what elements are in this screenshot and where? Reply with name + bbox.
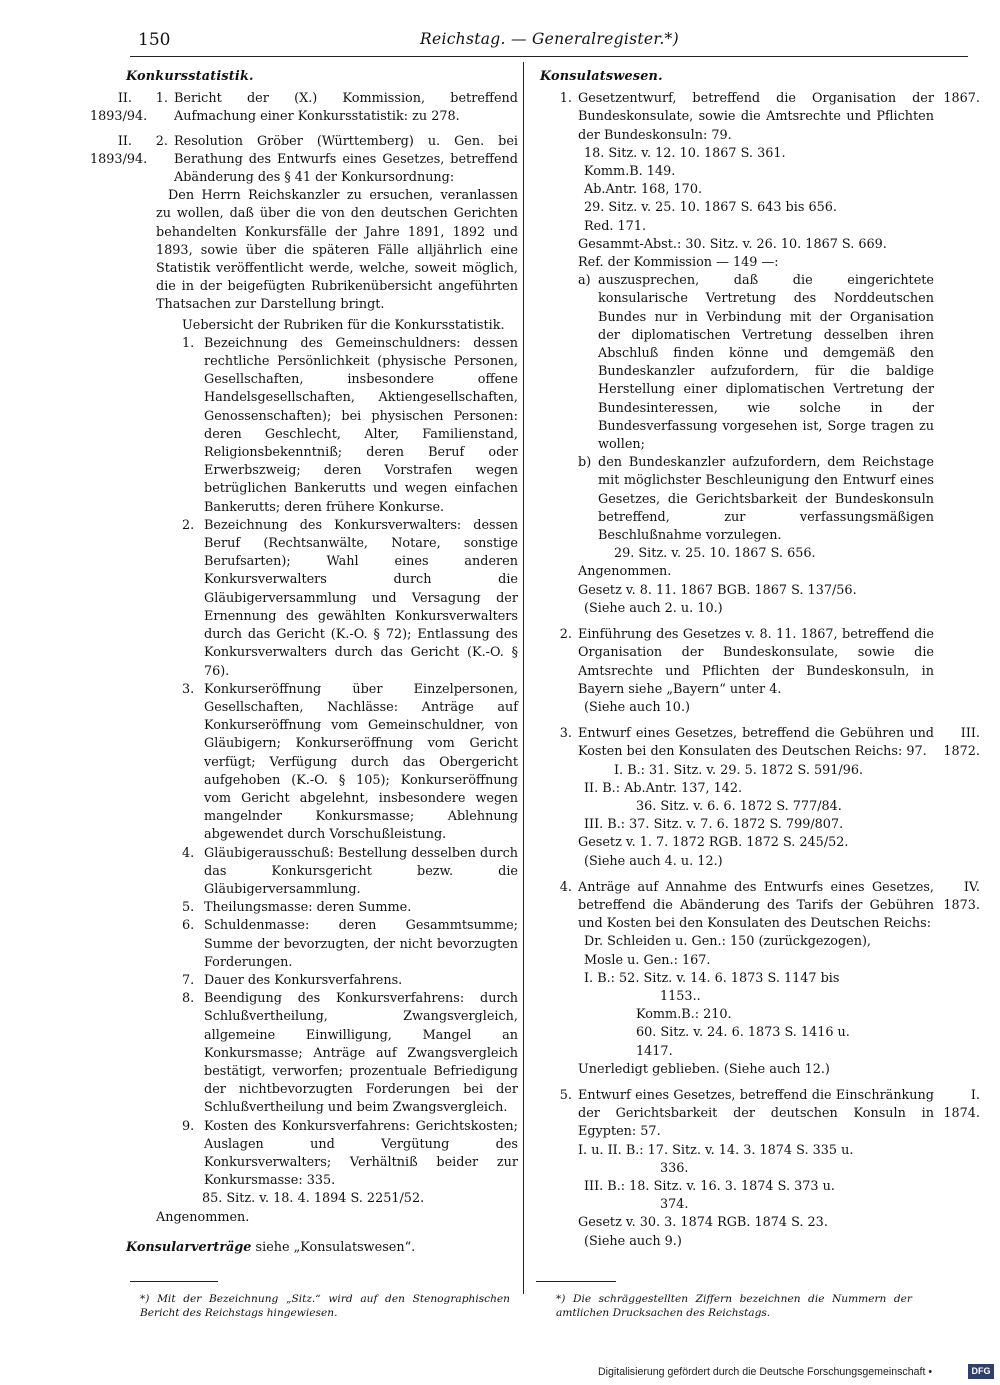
rubric-item [182, 845, 518, 900]
cross-reference-heading: Konsularverträge [126, 1239, 252, 1255]
entry-text: Gesetzentwurf, betreffend die Organisation der Bundeskonsulate, sowie die Amtsrechte und Pflichten der Bundeskonsuln: 79. [578, 91, 934, 143]
reference-line: (Siehe auch 2. u. 10.) [584, 600, 723, 616]
reference-line: III. B.: 37. Sitz. v. 7. 6. 1872 S. 799/807. [584, 817, 844, 833]
session-marker: IV. 1873. [943, 879, 980, 913]
reference-line: 1417. [636, 1043, 673, 1059]
cross-reference-text: siehe „Konsulatswesen“. [255, 1239, 416, 1255]
rubric-number: 9. [182, 1118, 195, 1134]
section-title-konsulatswesen: Konsulatswesen. [540, 69, 663, 84]
reference-line: Komm.B. 149. [584, 164, 676, 180]
entry-konkurs-2 [90, 133, 518, 188]
entry-head [540, 879, 980, 934]
konsulat-entry-3 [540, 725, 980, 871]
right-column [540, 68, 980, 1259]
rubric-number: 2. [182, 517, 195, 533]
session-marker: III. 1872. [943, 726, 980, 760]
section-title-konkursstatistik: Konkursstatistik. [126, 69, 254, 84]
reference-line: I. B.: 31. Sitz. v. 29. 5. 1872 S. 591/96. [614, 762, 864, 778]
reference-line: 1153.. [660, 988, 701, 1004]
rubric-text: Gläubigerausschuß: Bestellung desselben durch das Konkursgericht bezw. die Gläubigerversammlung. [204, 845, 518, 897]
reference-line: 18. Sitz. v. 12. 10. 1867 S. 361. [584, 145, 786, 161]
reference-line: (Siehe auch 10.) [584, 699, 690, 715]
reference-line: Dr. Schleiden u. Gen.: 150 (zurückgezogen), [584, 934, 872, 950]
sub-item-letter: a) [578, 273, 591, 289]
reference-line: III. B.: 18. Sitz. v. 16. 3. 1874 S. 373 u. [584, 1178, 835, 1194]
rubric-number: 4. [182, 845, 195, 861]
reference-line: Unerledigt geblieben. (Siehe auch 12.) [578, 1061, 830, 1077]
rubric-number: 3. [182, 681, 195, 697]
header-rule [130, 56, 968, 57]
rubric-item [182, 972, 518, 990]
reference-line: Red. 171. [584, 218, 647, 234]
rubric-item [182, 990, 518, 1117]
sub-item [540, 272, 980, 454]
rubric-text: Kosten des Konkursverfahrens: Gerichtskosten; Auslagen und Vergütung des Konkursverwalters; Verhältniß beider zur Konkursmasse: 335. [204, 1118, 518, 1189]
rubric-item [182, 335, 518, 517]
reference-line: Mosle u. Gen.: 167. [584, 952, 711, 968]
footnote-left: *) Mit der Bezeichnung „Sitz.“ wird auf den Stenographischen Bericht des Reichstags hingewiesen. [140, 1293, 510, 1319]
reference-line: 336. [660, 1160, 689, 1176]
reference-line: I. B.: 52. Sitz. v. 14. 6. 1873 S. 1147 bis [584, 970, 840, 986]
column-divider [523, 62, 524, 1294]
rubric-list [90, 335, 518, 1191]
entry-head [540, 725, 980, 761]
sub-item-text: auszusprechen, daß die eingerichtete konsularische Vertretung des Norddeutschen Bundes nur in Verbindung mit der Organisation der diplomatischen Vertretung desselben ihren Abschluß finden könne und demgemäß den Bundeskanzler aufzufordern, für die baldige Herstellung einer diplomatischen Vertretung der Bundesinteressen, wie solche in der Bundesverfassung vorgesehen ist, Sorge tragen zu wollen; [598, 273, 934, 453]
reference-line: (Siehe auch 4. u. 12.) [584, 853, 723, 869]
entry-text: Bericht der (X.) Kommission, betreffend Aufmachung einer Konkursstatistik: zu 278. [174, 91, 518, 125]
footnote-rule-right [536, 1281, 616, 1282]
konsulat-entries [540, 90, 980, 1251]
entry-head [540, 626, 980, 699]
reference-line: Gesammt-Abst.: 30. Sitz. v. 26. 10. 1867 S. 669. [578, 236, 887, 252]
rubric-number: 6. [182, 918, 195, 934]
reference-line: 374. [660, 1197, 689, 1213]
sub-item-text: den Bundeskanzler aufzufordern, dem Reichstage mit möglichster Beschleunigung den Entwurf eines Gesetzes, die Gerichtsbarkeit der Bundeskonsuln betreffend, zur verfassungsmäßigen Beschlußnahme vorzulegen. [598, 455, 934, 544]
sub-item-letter: b) [578, 455, 592, 471]
reference-line: (Siehe auch 9.) [584, 1233, 682, 1249]
dfg-logo: DFG [968, 1364, 994, 1379]
session-marker: 1867. [943, 91, 980, 107]
reference-line: Ref. der Kommission — 149 —: [578, 255, 779, 271]
entry-number: 1. [559, 91, 572, 107]
konsulat-entry-1 [540, 90, 980, 618]
entry-text: Anträge auf Annahme des Entwurfs eines Gesetzes, betreffend die Abänderung des Tarifs der Gebühren und Kosten bei den Konsulaten des Deutschen Reichs: [578, 879, 934, 932]
konsulat-entry-5 [540, 1087, 980, 1251]
entry-number: 1. [155, 91, 168, 107]
footnote-rule-left [130, 1281, 218, 1282]
session-marker: II. 1893/94. [90, 133, 148, 167]
rubric-text: Bezeichnung des Konkursverwalters: dessen Beruf (Rechtsanwälte, Notare, sonstige Berufsarten); Wahl eines anderen Konkursverwalters durch die Gläubigerversammlung und Versagung der Ernennung des gewählten Konkursverwalters durch das Gericht (K.-O. § 72); Entlassung des Konkursverwalters durch das Gericht (K.-O. § 76). [204, 517, 518, 679]
reference-line: Gesetz v. 1. 7. 1872 RGB. 1872 S. 245/52. [578, 835, 849, 851]
reference-line: Komm.B.: 210. [636, 1007, 732, 1023]
reference-line: Gesetz v. 30. 3. 1874 RGB. 1874 S. 23. [578, 1215, 828, 1231]
reference-line: Angenommen. [578, 564, 672, 580]
entry-konkurs-1 [90, 90, 518, 126]
rubric-number: 7. [182, 972, 195, 988]
footnote-right: *) Die schräggestellten Ziffern bezeichnen die Nummern der amtlichen Drucksachen des Reichstags. [556, 1293, 912, 1319]
entry-head [540, 1087, 980, 1142]
entry-text: Entwurf eines Gesetzes, betreffend die Gebühren und Kosten bei den Konsulaten des Deutschen Reichs: 97. [578, 726, 934, 760]
entry-text: Entwurf eines Gesetzes, betreffend die Einschränkung der Gerichtsbarkeit der deutschen Konsuln in Egypten: 57. [578, 1087, 934, 1140]
entry-number: 3. [559, 726, 572, 742]
reference-line: 29. Sitz. v. 25. 10. 1867 S. 643 bis 656. [584, 200, 837, 216]
reference-line: 60. Sitz. v. 24. 6. 1873 S. 1416 u. [636, 1025, 850, 1041]
rubric-text: Dauer des Konkursverfahrens. [204, 972, 403, 988]
entry-text: Einführung des Gesetzes v. 8. 11. 1867, betreffend die Organisation der Bundeskonsulate, sowie die Amtsrechte und Pflichten der Bundeskonsuln, in Bayern siehe „Bayern“ unter 4. [578, 627, 934, 697]
entry-head [540, 90, 980, 145]
sub-item [540, 454, 980, 545]
running-header [130, 28, 910, 54]
resolution-status: Angenommen. [156, 1209, 250, 1225]
session-marker: I. 1874. [943, 1087, 980, 1122]
reference-line: Ab.Antr. 168, 170. [584, 182, 703, 198]
reference-line: II. B.: Ab.Antr. 137, 142. [584, 780, 743, 796]
rubric-number: 5. [182, 900, 195, 916]
rubric-item [182, 681, 518, 845]
rubric-item [182, 917, 518, 972]
rubric-item [182, 1118, 518, 1191]
rubric-text: Theilungsmasse: deren Summe. [204, 900, 412, 916]
konsulat-entry-2 [540, 626, 980, 717]
reference-line: 29. Sitz. v. 25. 10. 1867 S. 656. [614, 546, 816, 562]
rubric-text: Beendigung des Konkursverfahrens: durch Schlußvertheilung, Zwangsvergleich, allgemeine Einwilligung, Mangel an Konkursmasse; Anträge auf Zwangsvergleich bestätigt, verworfen; prozentuale Befriedigung der nichtbevorzugten Forderungen bei der Schlußvertheilung und beim Zwangsvergleich. [204, 991, 518, 1116]
cross-reference-konsularvertraege [126, 1239, 518, 1257]
rubric-item [182, 517, 518, 681]
rubric-text: Schuldenmasse: deren Gesammtsumme; Summe der bevorzugten, der nicht bevorzugten Forderungen. [204, 918, 518, 970]
rubric-number: 1. [182, 335, 195, 351]
running-title: Reichstag. — Generalregister.*) [420, 30, 679, 48]
entry-number: 2. [155, 133, 168, 149]
page-number: 150 [138, 30, 171, 50]
digitization-credit: Digitalisierung gefördert durch die Deutsche Forschungsgemeinschaft • [598, 1366, 933, 1378]
reference-line: Gesetz v. 8. 11. 1867 BGB. 1867 S. 137/56. [578, 582, 857, 598]
resolution-text: Den Herrn Reichskanzler zu ersuchen, veranlassen zu wollen, daß über die von den deutschen Gerichten behandelten Konkursfälle der Jahre 1891, 1892 und 1893, sowie über die späteren Fälle alljährlich eine Statistik veröffentlicht werde, welche, soweit möglich, die in der beigefügten Rubrikenübersicht angeführten Thatsachen zur Darstellung bringt. [156, 188, 518, 313]
entry-text: Resolution Gröber (Württemberg) u. Gen. bei Berathung des Entwurfs eines Gesetzes, betreffend Abänderung des § 41 der Konkursordnung: [174, 133, 518, 186]
session-marker: II. 1893/94. [90, 91, 148, 125]
rubric-overview-heading: Uebersicht der Rubriken für die Konkursstatistik. [182, 317, 505, 333]
reference-line: I. u. II. B.: 17. Sitz. v. 14. 3. 1874 S. 335 u. [578, 1142, 854, 1158]
rubric-item [182, 899, 518, 917]
session-reference: 85. Sitz. v. 18. 4. 1894 S. 2251/52. [202, 1191, 425, 1207]
rubric-text: Konkurseröffnung über Einzelpersonen, Gesellschaften, Nachlässe: Anträge auf Konkurseröffnung vom Gemeinschuldner, von Gläubigern; Konkurseröffnung vom Gericht verfügt; Verfügung durch das Obergericht aufgehoben (K.-O. § 105); Konkurseröffnung vom Gericht abgelehnt, insbesondere wegen mangelnder Konkursmasse; Ablehnung abgewendet durch Vorschußleistung. [204, 681, 518, 843]
entry-number: 4. [559, 879, 572, 895]
entry-number: 2. [559, 627, 572, 643]
rubric-text: Bezeichnung des Gemeinschuldners: dessen rechtliche Persönlichkeit (physische Personen, Gesellschaften, insbesondere offene Handelsgesellschaften, Aktiengesellschaften, Genossenschaften); bei physischen Personen: deren Geschlecht, Alter, Familienstand, Religionsbekenntniß; deren Beruf oder Erwerbszweig; deren Vorstrafen wegen betrüglichen Bankerutts und wegen einfachen Bankerutts; deren frühere Konkurse. [204, 335, 518, 515]
rubric-number: 8. [182, 991, 195, 1007]
konsulat-entry-4 [540, 879, 980, 1079]
left-column [90, 68, 518, 1257]
reference-line: 36. Sitz. v. 6. 6. 1872 S. 777/84. [636, 798, 842, 814]
entry-number: 5. [559, 1087, 572, 1103]
